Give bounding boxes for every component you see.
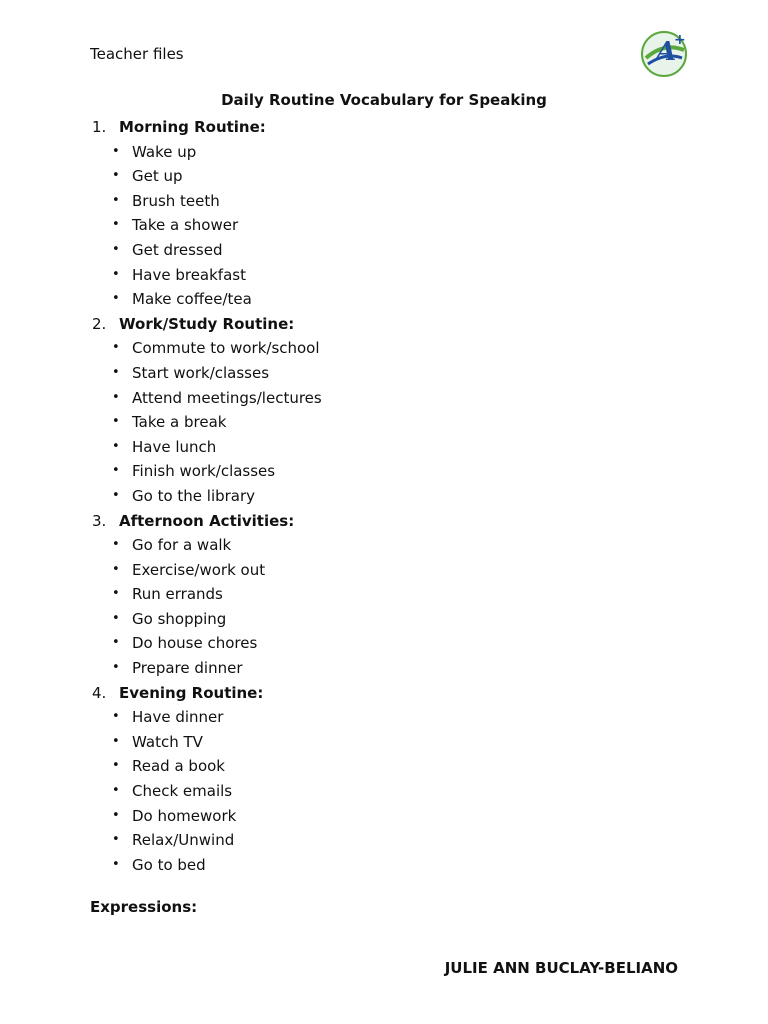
section-number: 1. <box>92 118 107 136</box>
list-item-text: Wake up <box>132 142 197 161</box>
list-item <box>90 459 690 484</box>
bullet-icon: • <box>112 783 120 799</box>
section <box>90 312 690 509</box>
list-item <box>90 656 690 681</box>
list-item <box>90 533 690 558</box>
bullet-icon: • <box>112 561 120 577</box>
list-item-text: Have breakfast <box>132 265 246 284</box>
list-item <box>90 607 690 632</box>
list-item <box>90 164 690 189</box>
section-heading <box>90 509 690 534</box>
bullet-icon: • <box>112 291 120 307</box>
list-item <box>90 140 690 165</box>
list-item-text: Start work/classes <box>132 363 270 382</box>
list-item <box>90 804 690 829</box>
bullet-icon: • <box>112 709 120 725</box>
list-item <box>90 263 690 288</box>
bullet-icon: • <box>112 389 120 405</box>
section <box>90 509 690 681</box>
list-item <box>90 386 690 411</box>
bullet-icon: • <box>112 586 120 602</box>
list-item-text: Go to bed <box>132 855 206 874</box>
svg-text:+: + <box>674 32 686 48</box>
bullet-icon: • <box>112 217 120 233</box>
list-item <box>90 558 690 583</box>
list-item <box>90 435 690 460</box>
svg-text:A: A <box>656 37 677 67</box>
list-item-text: Have dinner <box>132 708 224 727</box>
list-item <box>90 410 690 435</box>
list-item-text: Make coffee/tea <box>132 290 252 309</box>
bullet-icon: • <box>112 537 120 553</box>
list-item <box>90 189 690 214</box>
list-item-text: Commute to work/school <box>132 339 320 358</box>
list-item-text: Prepare dinner <box>132 659 243 678</box>
bullet-icon: • <box>112 143 120 159</box>
section-heading <box>90 115 690 140</box>
bullet-icon: • <box>112 414 120 430</box>
section-heading-text: Work/Study Routine: <box>119 314 295 333</box>
bullet-list <box>90 705 690 877</box>
list-item <box>90 213 690 238</box>
bullet-icon: • <box>112 241 120 257</box>
bullet-icon: • <box>112 266 120 282</box>
section <box>90 115 690 312</box>
section-number: 4. <box>92 683 107 702</box>
list-item-text: Get dressed <box>132 240 223 259</box>
expressions-label: Expressions: <box>90 898 198 916</box>
list-item-text: Get up <box>132 167 183 186</box>
bullet-icon: • <box>112 832 120 848</box>
bullet-icon: • <box>112 660 120 676</box>
section <box>90 681 690 878</box>
bullet-icon: • <box>112 168 120 184</box>
list-item-text: Do homework <box>132 806 237 825</box>
bullet-icon: • <box>112 340 120 356</box>
bullet-list <box>90 533 690 681</box>
list-item-text: Read a book <box>132 757 225 776</box>
bullet-icon: • <box>112 192 120 208</box>
section-number: 3. <box>92 511 107 530</box>
list-item <box>90 754 690 779</box>
list-item <box>90 484 690 509</box>
list-item-text: Relax/Unwind <box>132 831 235 850</box>
bullet-icon: • <box>112 610 120 626</box>
list-item-text: Go shopping <box>132 609 227 628</box>
section-heading <box>90 312 690 337</box>
section-heading-text: Afternoon Activities: <box>119 511 295 530</box>
list-item-text: Check emails <box>132 782 233 801</box>
list-item-text: Watch TV <box>132 732 203 751</box>
list-item <box>90 238 690 263</box>
list-item <box>90 361 690 386</box>
section-heading <box>90 681 690 706</box>
list-item <box>90 828 690 853</box>
list-item <box>90 705 690 730</box>
logo-icon <box>638 28 690 80</box>
list-item-text: Exercise/work out <box>132 560 266 579</box>
list-item <box>90 336 690 361</box>
bullet-icon: • <box>112 487 120 503</box>
bullet-icon: • <box>112 733 120 749</box>
header-label: Teacher files <box>90 45 184 63</box>
list-item-text: Attend meetings/lectures <box>132 388 322 407</box>
list-item-text: Have lunch <box>132 437 217 456</box>
list-item-text: Finish work/classes <box>132 462 276 481</box>
bullet-icon: • <box>112 635 120 651</box>
vocabulary-list <box>90 115 690 877</box>
list-item-text: Brush teeth <box>132 191 220 210</box>
list-item <box>90 631 690 656</box>
page-title: Daily Routine Vocabulary for Speaking <box>221 91 547 109</box>
bullet-icon: • <box>112 856 120 872</box>
bullet-icon: • <box>112 364 120 380</box>
list-item <box>90 730 690 755</box>
bullet-list <box>90 140 690 312</box>
list-item <box>90 287 690 312</box>
section-heading-text: Morning Routine: <box>119 118 266 136</box>
list-item-text: Take a break <box>132 413 227 432</box>
list-item <box>90 582 690 607</box>
bullet-icon: • <box>112 438 120 454</box>
list-item <box>90 779 690 804</box>
list-item-text: Take a shower <box>132 216 239 235</box>
section-heading-text: Evening Routine: <box>119 683 264 702</box>
list-item-text: Go to the library <box>132 486 256 505</box>
author-name: JULIE ANN BUCLAY-BELIANO <box>444 959 678 977</box>
section-number: 2. <box>92 314 107 333</box>
bullet-icon: • <box>112 758 120 774</box>
list-item <box>90 853 690 878</box>
bullet-icon: • <box>112 463 120 479</box>
list-item-text: Go for a walk <box>132 536 232 555</box>
bullet-icon: • <box>112 807 120 823</box>
list-item-text: Do house chores <box>132 634 258 653</box>
bullet-list <box>90 336 690 508</box>
list-item-text: Run errands <box>132 585 223 604</box>
